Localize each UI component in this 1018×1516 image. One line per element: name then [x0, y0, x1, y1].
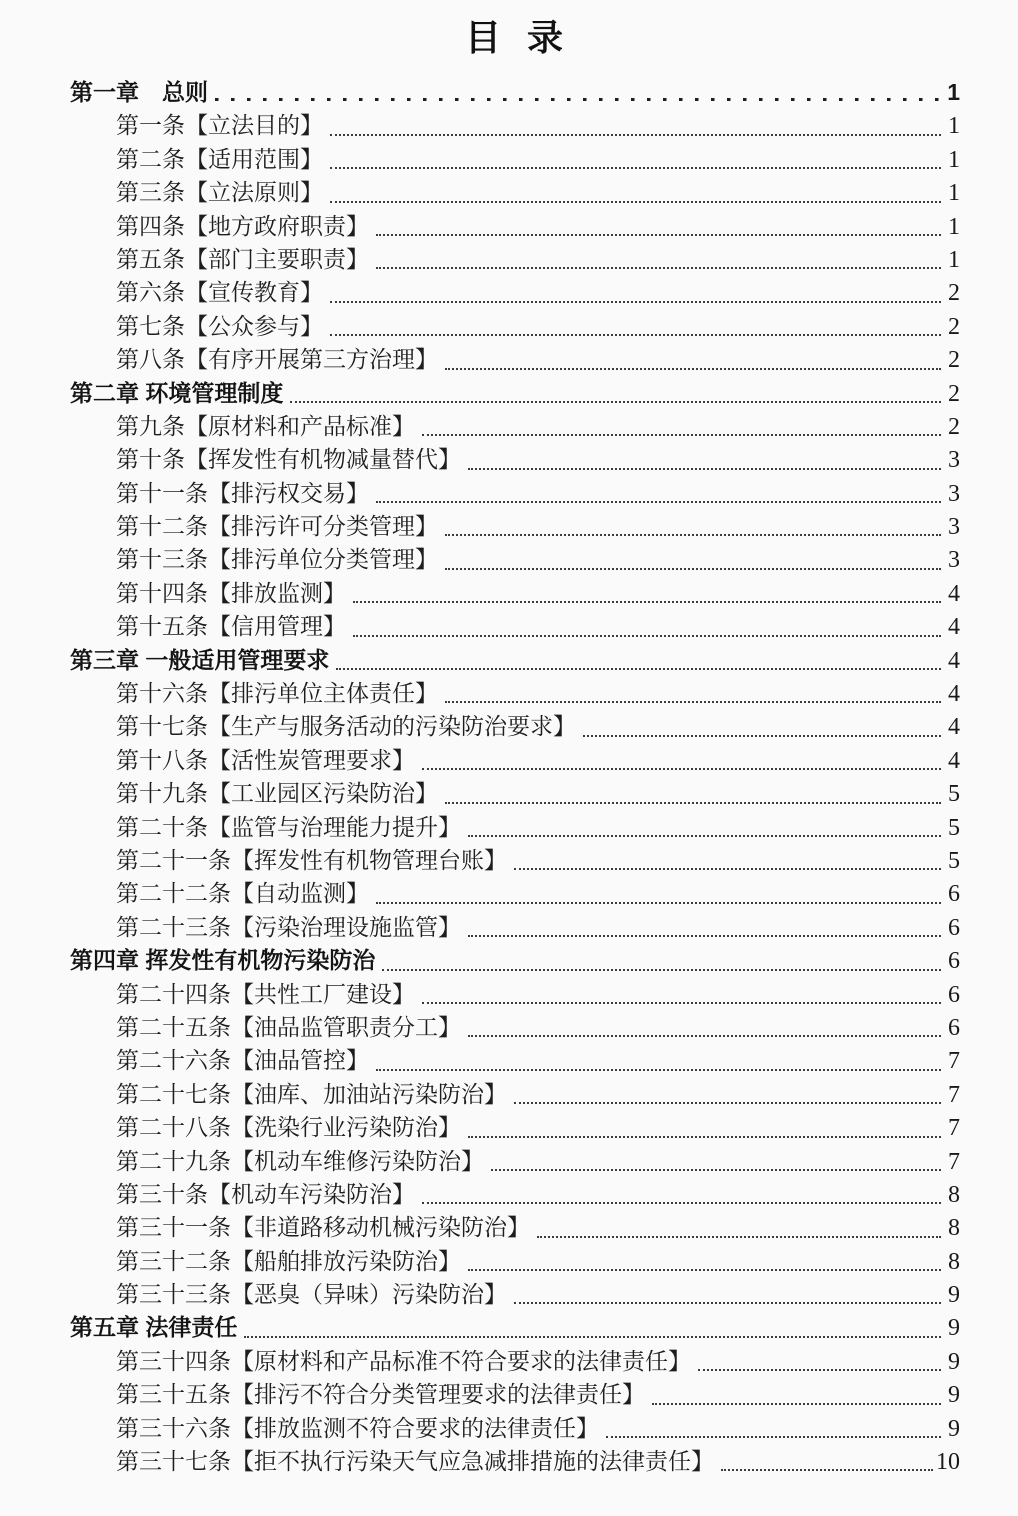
toc-entry: [70, 811, 960, 844]
toc-entry: [70, 1378, 960, 1411]
toc-entry: [70, 343, 960, 376]
toc-entry-label: 第二十五条【油品监管职责分工】: [116, 1014, 461, 1040]
dot-leader: [461, 1111, 944, 1144]
toc-entry-label: 第二十六条【油品管控】: [116, 1048, 369, 1074]
toc-page-number: 8: [948, 1215, 960, 1242]
dot-leader: [507, 1278, 944, 1311]
toc-entry: [70, 310, 960, 343]
dot-leader: [346, 610, 944, 643]
toc-entry-label: 第九条【原材料和产品标准】: [116, 413, 415, 439]
toc-page-number: 6: [948, 914, 960, 941]
toc-entry: [70, 944, 960, 977]
toc-entry: [70, 1412, 960, 1445]
toc-entry-label: 第十条【挥发性有机物减量替代】: [116, 447, 461, 473]
toc-entry-label: 第二十二条【自动监测】: [116, 881, 369, 907]
dot-leader: [438, 677, 944, 710]
toc-page-number: 4: [948, 614, 960, 641]
toc-entry-label: 第一章 总则: [70, 79, 208, 105]
dot-leader: [484, 1145, 944, 1178]
toc-entry: [70, 978, 960, 1011]
toc-entry: [70, 644, 960, 677]
toc-entry-label: 第十七条【生产与服务活动的污染防治要求】: [116, 714, 576, 740]
toc-entry-label: 第二十三条【污染治理设施监管】: [116, 914, 461, 940]
toc-entry: [70, 510, 960, 543]
dot-leader: [375, 944, 944, 977]
toc-entry: [70, 477, 960, 510]
toc-entry-label: 第一条【立法目的】: [116, 113, 323, 139]
dot-leader: [369, 877, 944, 910]
toc-page-number: 9: [948, 1282, 960, 1309]
toc-entry-label: 第三十六条【排放监测不符合要求的法律责任】: [116, 1415, 599, 1441]
toc-entry: [70, 744, 960, 777]
toc-entry-label: 第七条【公众参与】: [116, 313, 323, 339]
toc-entry: [70, 1111, 960, 1144]
toc-entry: [70, 377, 960, 410]
toc-entry: [70, 1278, 960, 1311]
toc-entry: [70, 1011, 960, 1044]
toc-page-number: 7: [948, 1081, 960, 1108]
toc-entry-label: 第四条【地方政府职责】: [116, 213, 369, 239]
toc-page-number: 3: [948, 480, 960, 507]
toc-entry: [70, 543, 960, 576]
toc-page-number: 1: [948, 113, 960, 140]
toc-entry: [70, 777, 960, 810]
dot-leader: [461, 443, 944, 476]
dot-leader: [461, 1245, 944, 1278]
toc-entry-label: 第五章 法律责任: [70, 1314, 238, 1341]
toc-entry-label: 第十二条【排污许可分类管理】: [116, 514, 438, 540]
toc-entry: [70, 1078, 960, 1111]
dot-leader: [691, 1345, 944, 1378]
dot-leader: [645, 1378, 944, 1411]
toc-page-number: 6: [948, 1014, 960, 1041]
page-title: 目 录: [464, 17, 565, 58]
toc-entry-label: 第五条【部门主要职责】: [116, 246, 369, 272]
toc-list: [70, 76, 960, 1478]
dot-leader: [415, 1178, 944, 1211]
toc-entry: [70, 1345, 960, 1378]
toc-page-number: 1: [947, 79, 960, 105]
toc-entry: [70, 1044, 960, 1077]
toc-entry-label: 第二章 环境管理制度: [70, 379, 284, 406]
dot-leader: [461, 1011, 944, 1044]
toc-entry-label: 第三十四条【原材料和产品标准不符合要求的法律责任】: [116, 1348, 691, 1374]
toc-page-number: 3: [948, 514, 960, 541]
toc-page-number: 2: [948, 380, 960, 407]
dot-leader: [323, 109, 944, 142]
toc-page-number: 4: [948, 714, 960, 741]
dot-leader: [283, 377, 944, 410]
toc-entry: [70, 443, 960, 476]
toc-entry-label: 第三十一条【非道路移动机械污染防治】: [116, 1215, 530, 1241]
dot-leader: [415, 410, 944, 443]
toc-page-number: 1: [948, 213, 960, 240]
toc-entry: [70, 844, 960, 877]
dot-leader: [461, 811, 944, 844]
dot-leader: [438, 510, 944, 543]
toc-page-number: 5: [948, 781, 960, 808]
toc-entry-label: 第八条【有序开展第三方治理】: [116, 347, 438, 373]
toc-entry-label: 第二十条【监管与治理能力提升】: [116, 814, 461, 840]
toc-entry: [70, 109, 960, 142]
dot-leader: [714, 1445, 936, 1478]
dot-leader: [369, 1044, 944, 1077]
toc-page-number: 7: [948, 1048, 960, 1075]
toc-entry-label: 第二十四条【共性工厂建设】: [116, 981, 415, 1007]
toc-entry: [70, 1145, 960, 1178]
toc-page-number: 2: [948, 413, 960, 440]
toc-page-number: 4: [948, 647, 960, 674]
dot-leader: [369, 477, 944, 510]
toc-entry: [70, 210, 960, 243]
toc-entry-label: 第三章 一般适用管理要求: [70, 646, 330, 673]
dot-leader: [438, 543, 944, 576]
toc-entry-label: 第二十一条【挥发性有机物管理台账】: [116, 847, 507, 873]
toc-entry: [70, 143, 960, 176]
toc-entry-label: 第十九条【工业园区污染防治】: [116, 781, 438, 807]
toc-entry: [70, 1445, 960, 1478]
toc-entry-label: 第二十八条【洗染行业污染防治】: [116, 1115, 461, 1141]
toc-page-number: 2: [948, 280, 960, 307]
dot-leader: [576, 710, 944, 743]
toc-page-number: 5: [948, 847, 960, 874]
dot-leader: [346, 577, 944, 610]
toc-entry: [70, 243, 960, 276]
toc-entry: [70, 1245, 960, 1278]
dot-leader: [369, 243, 944, 276]
toc-page-number: 6: [948, 948, 960, 975]
toc-page-number: 9: [948, 1382, 960, 1409]
toc-page-number: 2: [948, 313, 960, 340]
toc-entry-label: 第三十二条【船舶排放污染防治】: [116, 1248, 461, 1274]
toc-page-number: 7: [948, 1115, 960, 1142]
toc-page-number: 8: [948, 1181, 960, 1208]
dot-leader: [323, 310, 944, 343]
toc-entry-label: 第十一条【排污权交易】: [116, 480, 369, 506]
toc-entry-label: 第三十五条【排污不符合分类管理要求的法律责任】: [116, 1382, 645, 1408]
dot-leader: [323, 143, 944, 176]
dot-leader: [530, 1211, 944, 1244]
toc-page-number: 9: [948, 1315, 960, 1342]
toc-page-number: 6: [948, 881, 960, 908]
toc-page-number: 4: [948, 580, 960, 607]
dot-leader: [208, 76, 944, 109]
dot-leader: [369, 210, 944, 243]
toc-page-number: 1: [948, 180, 960, 207]
toc-entry-label: 第二条【适用范围】: [116, 146, 323, 172]
toc-entry-label: 第三条【立法原则】: [116, 180, 323, 206]
toc-page-number: 4: [948, 747, 960, 774]
toc-entry: [70, 710, 960, 743]
toc-entry-label: 第三十条【机动车污染防治】: [116, 1181, 415, 1207]
toc-entry-label: 第十六条【排污单位主体责任】: [116, 681, 438, 707]
toc-page-number: 1: [948, 146, 960, 173]
toc-entry: [70, 577, 960, 610]
toc-entry-label: 第六条【宣传教育】: [116, 280, 323, 306]
dot-leader: [438, 343, 944, 376]
toc-page-number: 3: [948, 547, 960, 574]
toc-entry-label: 第二十七条【油库、加油站污染防治】: [116, 1081, 507, 1107]
toc-page-number: 5: [948, 814, 960, 841]
dot-leader: [415, 744, 944, 777]
dot-leader: [507, 1078, 944, 1111]
toc-entry: [70, 911, 960, 944]
toc-entry: [70, 276, 960, 309]
toc-entry: [70, 176, 960, 209]
toc-entry: [70, 1311, 960, 1344]
toc-entry: [70, 76, 960, 109]
dot-leader: [329, 644, 944, 677]
toc-page-number: 9: [948, 1348, 960, 1375]
toc-entry-label: 第十五条【信用管理】: [116, 614, 346, 640]
toc-entry: [70, 1178, 960, 1211]
toc-page-number: 2: [948, 347, 960, 374]
toc-entry-label: 第十三条【排污单位分类管理】: [116, 547, 438, 573]
toc-page-number: 6: [948, 981, 960, 1008]
toc-entry-label: 第四章 挥发性有机物污染防治: [70, 947, 376, 974]
toc-entry: [70, 410, 960, 443]
toc-entry-label: 第十四条【排放监测】: [116, 580, 346, 606]
dot-leader: [507, 844, 944, 877]
toc-page-number: 9: [948, 1415, 960, 1442]
toc-page-number: 3: [948, 447, 960, 474]
dot-leader: [438, 777, 944, 810]
toc-entry-label: 第三十七条【拒不执行污染天气应急减排措施的法律责任】: [116, 1449, 714, 1475]
toc-page-number: 1: [948, 246, 960, 273]
dot-leader: [323, 276, 944, 309]
toc-page-number: 4: [948, 681, 960, 708]
toc-page-number: 10: [936, 1449, 960, 1476]
toc-entry: [70, 877, 960, 910]
dot-leader: [599, 1412, 944, 1445]
toc-entry: [70, 1211, 960, 1244]
dot-leader: [237, 1311, 944, 1344]
toc-entry: [70, 610, 960, 643]
dot-leader: [323, 176, 944, 209]
dot-leader: [415, 978, 944, 1011]
toc-entry: [70, 677, 960, 710]
toc-entry-label: 第二十九条【机动车维修污染防治】: [116, 1148, 484, 1174]
dot-leader: [461, 911, 944, 944]
toc-page-number: 7: [948, 1148, 960, 1175]
toc-entry-label: 第三十三条【恶臭（异味）污染防治】: [116, 1282, 507, 1308]
toc-page-number: 8: [948, 1248, 960, 1275]
toc-entry-label: 第十八条【活性炭管理要求】: [116, 747, 415, 773]
